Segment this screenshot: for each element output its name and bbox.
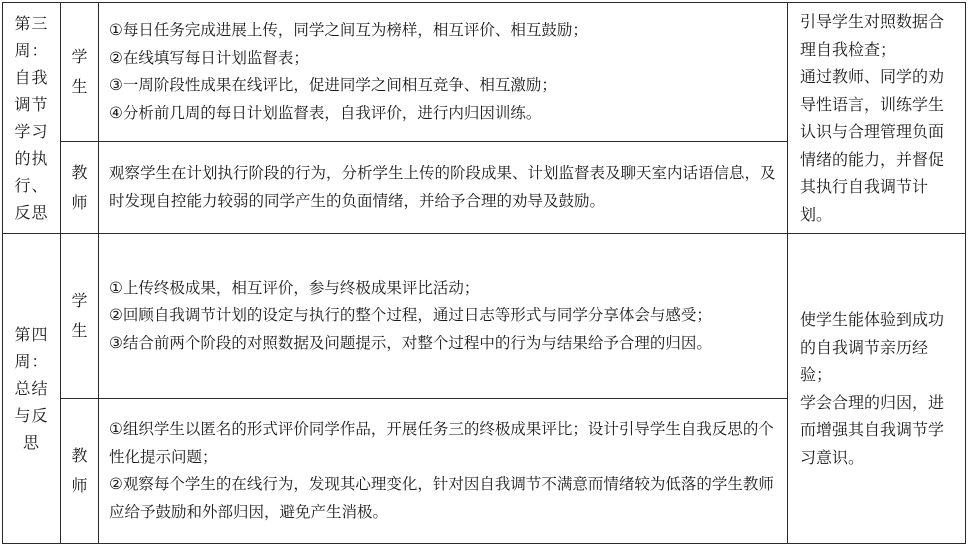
week3-student-row xyxy=(3,3,966,142)
week4-goal-cell xyxy=(788,234,966,544)
week4-label-line: 与反 xyxy=(14,406,49,425)
role-char: 生 xyxy=(71,77,88,96)
activity-item: ②在线填写每日计划监督表； xyxy=(109,48,309,67)
activity-item: ②观察每个学生的在线行为，发现其心理变化，针对因自我调节不满意而情绪较为低落的学生教师应给予鼓励和外部归因，避免产生消极。 xyxy=(109,475,774,521)
activity-item: ②回顾自我调节计划的设定与执行的整个过程，通过日志等形式与同学分享体会与感受； xyxy=(109,306,712,325)
activity-item: 观察学生在计划执行阶段的行为，分析学生上传的阶段成果、计划监督表及聊天室内话语信息，及时发现自控能力较弱的同学产生的负面情绪，并给予合理的劝导及鼓励。 xyxy=(109,164,776,210)
week4-label-line: 第四 xyxy=(14,325,49,344)
week3-label-line: 调节 xyxy=(14,95,49,114)
week3-student-activities xyxy=(99,3,788,142)
activity-item: ③结合前两个阶段的对照数据及问题提示，对整个过程中的行为与结果给予合理的归因。 xyxy=(109,333,712,352)
week4-teacher-activities xyxy=(99,399,788,544)
goal-item: 通过教师、同学的劝导性语言，训练学生认识与合理管理负面情绪的能力，并督促其执行自我调节计划。 xyxy=(800,67,945,224)
activity-item: ①上传终极成果，相互评价，参与终极成果评比活动； xyxy=(109,278,480,297)
week3-label-line: 行、 xyxy=(14,176,49,195)
role-char: 教 xyxy=(71,162,88,182)
role-char: 生 xyxy=(71,321,88,340)
activity-item: ①组织学生以匿名的形式评价同学作品，开展任务三的终极成果评比；设计引导学生自我反思的个性化提示问题； xyxy=(109,420,774,466)
week3-label-line: 自我 xyxy=(14,68,49,87)
role-char: 师 xyxy=(71,476,88,495)
week3-label-line: 的执 xyxy=(14,149,49,168)
role-char: 教 xyxy=(71,446,88,465)
goal-item: 使学生能体验到成功的自我调节亲历经验； xyxy=(800,310,945,384)
teaching-plan-table xyxy=(2,2,966,544)
week4-student-role-cell xyxy=(61,234,99,399)
role-char: 师 xyxy=(71,192,88,212)
week4-student-row xyxy=(3,234,966,399)
week3-teacher-activities xyxy=(99,142,788,234)
role-char: 学 xyxy=(71,291,88,310)
week4-teacher-role-cell xyxy=(61,399,99,544)
week4-student-activities xyxy=(99,234,788,399)
role-char: 学 xyxy=(71,47,88,66)
week3-label-line: 反思 xyxy=(14,203,49,222)
week3-teacher-role-cell xyxy=(61,142,99,234)
week4-label-line: 总结 xyxy=(14,379,49,398)
goal-item: 学会合理的归因，进而增强其自我调节学习意识。 xyxy=(800,392,945,467)
activity-item: ①每日任务完成进展上传，同学之间互为榜样，相互评价、相互鼓励； xyxy=(109,21,588,39)
week4-label-line: 周： xyxy=(14,352,49,371)
week3-label-cell xyxy=(3,3,61,234)
week3-label-line: 学习 xyxy=(14,122,49,141)
goal-item: 引导学生对照数据合理自我检查； xyxy=(800,12,945,59)
week4-label-line: 思 xyxy=(22,433,40,452)
activity-item: ④分析前几周的每日计划监督表，自我评价，进行内归因训练。 xyxy=(109,103,542,122)
week3-goal-cell xyxy=(788,3,966,234)
week3-student-role-cell xyxy=(61,3,99,142)
week3-label-line: 周： xyxy=(14,41,49,60)
week4-label-cell xyxy=(3,234,61,544)
activity-item: ③一周阶段性成果在线评比，促进同学之间相互竞争、相互激励； xyxy=(109,76,557,94)
week3-label-line: 第三 xyxy=(14,14,49,33)
